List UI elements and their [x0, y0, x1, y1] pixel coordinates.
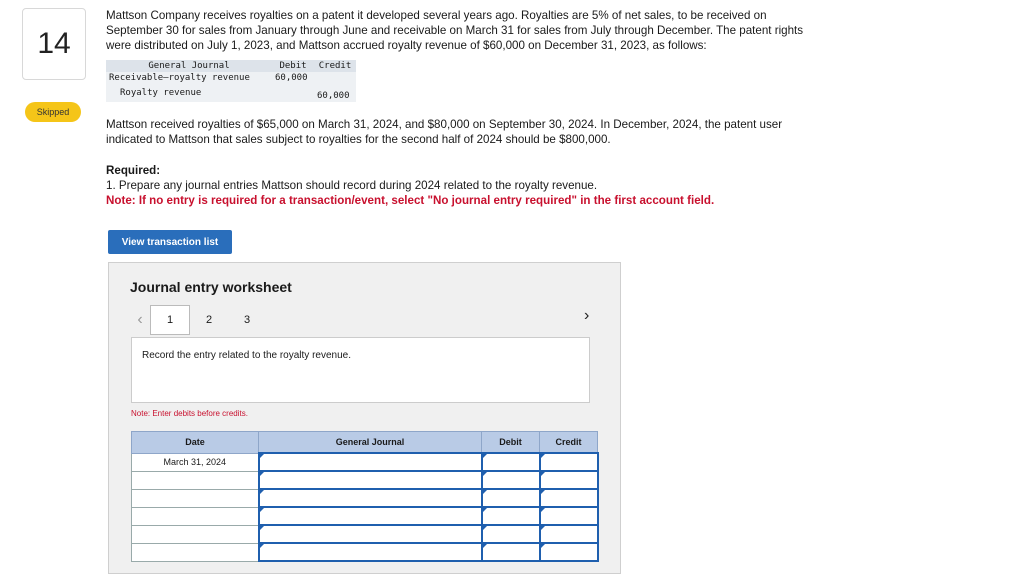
mini-header-account: General Journal — [106, 60, 272, 72]
table-row — [132, 507, 598, 525]
credit-input[interactable] — [540, 471, 598, 489]
worksheet-pager — [130, 305, 266, 335]
col-date: Date — [132, 432, 259, 454]
mini-header-debit: Debit — [272, 60, 314, 72]
chevron-left-icon[interactable]: ‹ — [137, 311, 143, 328]
account-input[interactable] — [259, 507, 482, 525]
table-row — [132, 471, 598, 489]
debit-input[interactable] — [482, 543, 540, 561]
mini-debit: 60,000 — [275, 73, 308, 83]
journal-worksheet — [108, 262, 621, 574]
worksheet-title: Journal entry worksheet — [130, 279, 292, 295]
mini-credit: 60,000 — [317, 91, 350, 101]
page-3-tab[interactable]: 3 — [243, 314, 251, 326]
mini-debit — [272, 84, 314, 102]
para2-text: Mattson received royalties of $65,000 on March 31, 2024, and $80,000 on September 30, 2024. In December, 2024, the patent user indicated to Mattson that sales subject to royalties for the second half of 2024 should be $800,000. — [106, 118, 783, 146]
debit-input[interactable] — [482, 471, 540, 489]
col-credit: Credit — [540, 432, 598, 454]
required-note: Note: If no entry is required for a transaction/event, select "No journal entry required" in the first account field. — [106, 194, 715, 207]
required-label: Required: — [106, 164, 161, 177]
date-cell — [132, 507, 259, 525]
account-input[interactable] — [259, 543, 482, 561]
mini-journal — [106, 60, 356, 102]
mini-account: Receivable—royalty revenue — [109, 73, 250, 83]
date-cell — [132, 471, 259, 489]
view-transaction-list-button[interactable]: View transaction list — [108, 230, 232, 254]
col-debit: Debit — [482, 432, 540, 454]
debit-input[interactable] — [482, 507, 540, 525]
credit-input[interactable] — [540, 507, 598, 525]
required-item: 1. Prepare any journal entries Mattson should record during 2024 related to the royalty revenue. — [106, 179, 598, 192]
date-cell — [132, 525, 259, 543]
question-number: 14 — [22, 8, 86, 80]
debit-input[interactable] — [482, 453, 540, 471]
mini-header-credit: Credit — [314, 60, 356, 72]
debit-input[interactable] — [482, 489, 540, 507]
status-badge: Skipped — [25, 102, 81, 122]
page-1-tab[interactable]: 1 — [150, 305, 190, 335]
instruction-box — [131, 337, 590, 403]
chevron-right-icon[interactable]: › — [584, 307, 590, 324]
table-row — [132, 453, 598, 471]
debit-input[interactable] — [482, 525, 540, 543]
table-row — [132, 525, 598, 543]
credit-input[interactable] — [540, 453, 598, 471]
table-row — [132, 489, 598, 507]
account-input[interactable] — [259, 525, 482, 543]
credit-input[interactable] — [540, 489, 598, 507]
table-row — [132, 543, 598, 561]
mini-credit — [314, 72, 356, 84]
account-input[interactable] — [259, 453, 482, 471]
date-cell: March 31, 2024 — [132, 453, 259, 471]
required-section — [106, 163, 826, 208]
mini-account: Royalty revenue — [120, 88, 202, 98]
credit-input[interactable] — [540, 543, 598, 561]
account-input[interactable] — [259, 471, 482, 489]
page-2-tab[interactable]: 2 — [205, 314, 213, 326]
debit-credit-note: Note: Enter debits before credits. — [131, 409, 248, 418]
account-input[interactable] — [259, 489, 482, 507]
credit-input[interactable] — [540, 525, 598, 543]
intro-text: Mattson Company receives royalties on a patent it developed several years ago. Royalties are 5% of net sales, to be received on September 30 for sales from January through June and receivable on March 31 for sales from July through December. The patent rights were distributed on July 1, 2023, and Mattson accrued royalty revenue of $60,000 on December 31, 2023, as follows: — [106, 9, 804, 52]
col-general-journal: General Journal — [259, 432, 482, 454]
question-content — [106, 8, 826, 208]
date-cell — [132, 489, 259, 507]
instruction-text: Record the entry related to the royalty revenue. — [142, 350, 352, 361]
date-cell — [132, 543, 259, 561]
journal-entry-table — [131, 431, 599, 562]
